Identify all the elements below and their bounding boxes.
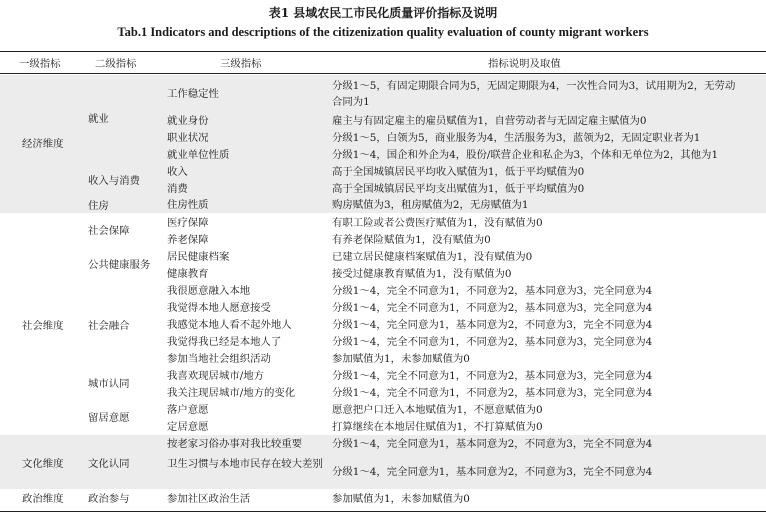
header-rule — [0, 73, 766, 74]
desc-occupation: 分级1～5，白领为5，商业服务为4，生活服务为3，蓝领为2，无固定职业者为1 — [332, 132, 701, 144]
level2-public-health: 公共健康服务 — [88, 259, 151, 271]
level3-settle-intent: 定居意愿 — [167, 421, 209, 433]
level3-housing-type: 住房性质 — [167, 199, 209, 211]
level1-social: 社会维度 — [22, 320, 64, 332]
level1-politics: 政治维度 — [22, 493, 64, 505]
top-rule — [0, 51, 766, 52]
level3-local-activities: 参加当地社会组织活动 — [167, 353, 271, 365]
level2-income-consumption: 收入与消费 — [88, 175, 140, 187]
level3-employment-status: 就业身份 — [167, 115, 209, 127]
level3-consumption: 消费 — [167, 183, 188, 195]
level2-city-identity: 城市认同 — [88, 378, 130, 390]
level2-political-participation: 政治参与 — [88, 493, 130, 505]
desc-local-activities: 参加赋值为1，未参加赋值为0 — [332, 353, 470, 365]
level2-social-integration: 社会融合 — [88, 320, 130, 332]
desc-like-city: 分级1～4，完全不同意为1，不同意为2，基本同意为3，完全同意为4 — [332, 370, 653, 382]
bottom-rule — [0, 511, 766, 512]
level1-economic: 经济维度 — [22, 138, 64, 150]
level3-job-stability: 工作稳定性 — [167, 88, 219, 100]
level3-locals-accept: 我觉得本地人愿意接受 — [167, 302, 271, 314]
level3-health-record: 居民健康档案 — [167, 251, 230, 263]
level2-residence-intent: 留居意愿 — [88, 412, 130, 424]
desc-income: 高于全国城镇居民平均收入赋值为1，低于平均赋值为0 — [332, 166, 585, 178]
level3-community-politics: 参加社区政治生活 — [167, 493, 251, 505]
level3-employer-type: 就业单位性质 — [167, 149, 230, 161]
level3-hukou-intent: 落户意愿 — [167, 404, 209, 416]
level1-culture: 文化维度 — [22, 458, 64, 470]
header-level3: 三级指标 — [220, 58, 262, 70]
table-title-cn: 表1 县域农民工市民化质量评价指标及说明 — [268, 6, 498, 20]
header-desc: 指标说明及取值 — [488, 58, 561, 70]
table-title-en: Tab.1 Indicators and descriptions of the citizenization quality evaluation of county migrant workers — [117, 25, 649, 39]
header-level1: 一级指标 — [19, 58, 61, 70]
level2-housing: 住房 — [88, 200, 109, 212]
level2-cultural-identity: 文化认同 — [88, 458, 130, 470]
level3-hometown-customs: 按老家习俗办事对我比较重要 — [167, 438, 303, 450]
desc-willing-integrate: 分级1～4，完全不同意为1，不同意为2，基本同意为3，完全同意为4 — [332, 285, 653, 297]
desc-consumption: 高于全国城镇居民平均支出赋值为1，低于平均赋值为0 — [332, 183, 585, 195]
level3-occupation: 职业状况 — [167, 132, 209, 144]
desc-employment-status: 雇主与有固定雇主的雇员赋值为1，自营劳动者与无固定雇主赋值为0 — [332, 115, 647, 127]
level3-willing-integrate: 我很愿意融入本地 — [167, 285, 251, 297]
level3-hygiene-habits: 卫生习惯与本地市民存在较大差别 — [167, 458, 323, 470]
desc-hygiene-habits: 分级1～4，完全同意为1，基本同意为2，不同意为3，完全不同意为4 — [332, 466, 653, 478]
desc-feel-local: 分级1～4，完全不同意为1，不同意为2，基本同意为3，完全同意为4 — [332, 336, 653, 348]
level3-health-education: 健康教育 — [167, 268, 209, 280]
desc-hometown-customs: 分级1～4，完全同意为1，基本同意为2，不同意为3，完全不同意为4 — [332, 438, 653, 450]
level3-locals-look-down: 我感觉本地人看不起外地人 — [167, 319, 292, 331]
level3-income: 收入 — [167, 166, 188, 178]
desc-job-stability: 分级1～5，有固定期限合同为5，无固定期限为4，一次性合同为3，试用期为2，无劳动合同为1 — [332, 80, 736, 108]
level2-social-security: 社会保障 — [88, 225, 130, 237]
desc-community-politics: 参加赋值为1，未参加赋值为0 — [332, 493, 470, 505]
desc-health-education: 接受过健康教育赋值为1，没有赋值为0 — [332, 268, 512, 280]
desc-settle-intent: 打算继续在本地居住赋值为1，不打算赋值为0 — [332, 421, 543, 433]
level3-medical-insurance: 医疗保障 — [167, 217, 209, 229]
level3-city-changes: 我关注现居城市/地方的变化 — [167, 387, 296, 399]
desc-locals-look-down: 分级1～4，完全同意为1，基本同意为2，不同意为3，完全不同意为4 — [332, 319, 653, 331]
level3-like-city: 我喜欢现居城市/地方 — [167, 370, 265, 382]
desc-city-changes: 分级1～4，完全不同意为1，不同意为2，基本同意为3，完全同意为4 — [332, 387, 653, 399]
desc-employer-type: 分级1～4，国企和外企为4，股份/联营企业和私企为3，个体和无单位为2，其他为1 — [332, 149, 719, 161]
desc-pension: 有养老保险赋值为1，没有赋值为0 — [332, 234, 491, 246]
desc-health-record: 已建立居民健康档案赋值为1，没有赋值为0 — [332, 251, 533, 263]
header-level2: 二级指标 — [95, 58, 137, 70]
desc-housing-type: 购房赋值为3，租房赋值为2，无房赋值为1 — [332, 199, 529, 211]
level3-feel-local: 我觉得我已经是本地人了 — [167, 336, 282, 348]
desc-locals-accept: 分级1～4，完全不同意为1，不同意为2，基本同意为3，完全同意为4 — [332, 302, 653, 314]
desc-hukou-intent: 愿意把户口迁入本地赋值为1，不愿意赋值为0 — [332, 404, 543, 416]
level2-employment: 就业 — [88, 113, 109, 125]
level3-pension: 养老保障 — [167, 234, 209, 246]
desc-medical-insurance: 有职工险或者公费医疗赋值为1，没有赋值为0 — [332, 217, 543, 229]
